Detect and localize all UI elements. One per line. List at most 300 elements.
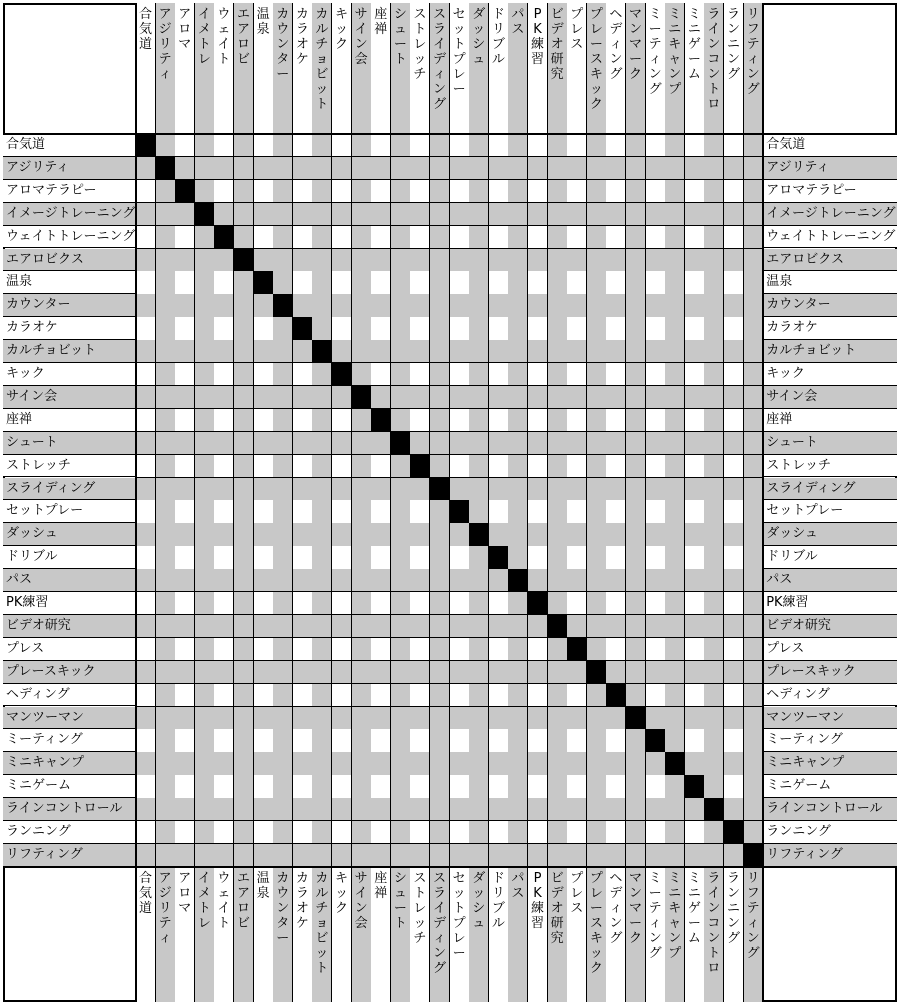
matrix-cell (724, 317, 744, 340)
matrix-cell (548, 432, 568, 455)
diagonal-cell (175, 180, 195, 203)
column-label-bottom (489, 867, 509, 1002)
column-label-text: マ ン マ ー ク (629, 870, 643, 946)
matrix-cell (646, 203, 666, 226)
matrix-cell (195, 569, 215, 592)
matrix-cell (704, 546, 724, 569)
matrix-cell (214, 500, 234, 523)
matrix-cell (489, 500, 509, 523)
column-label-top (665, 3, 685, 134)
column-label-text: サ イ ン 会 (354, 870, 368, 931)
column-label-bottom (136, 867, 156, 1002)
matrix-cell (430, 844, 450, 867)
diagonal-cell (391, 432, 411, 455)
matrix-cell (724, 294, 744, 317)
matrix-cell (410, 294, 430, 317)
matrix-cell (195, 226, 215, 249)
matrix-cell (352, 180, 372, 203)
matrix-cell (548, 775, 568, 798)
matrix-cell (704, 615, 724, 638)
matrix-cell (156, 592, 176, 615)
matrix-cell (430, 592, 450, 615)
column-label-text: カ ウ ン タ ー (276, 7, 290, 82)
matrix-cell (273, 684, 293, 707)
matrix-cell (430, 249, 450, 272)
row-label-left: パス (3, 569, 136, 592)
matrix-cell (744, 615, 764, 638)
matrix-cell (528, 340, 548, 363)
column-label-top (744, 3, 764, 134)
matrix-cell (214, 752, 234, 775)
matrix-cell (744, 707, 764, 730)
column-label-top (273, 3, 293, 134)
matrix-cell (391, 134, 411, 157)
matrix-cell (587, 500, 607, 523)
diagonal-cell (567, 638, 587, 661)
matrix-cell (724, 271, 744, 294)
matrix-cell (548, 500, 568, 523)
matrix-cell (646, 500, 666, 523)
matrix-cell (332, 707, 352, 730)
matrix-cell (646, 798, 666, 821)
matrix-cell (391, 363, 411, 386)
matrix-cell (606, 271, 626, 294)
column-label-text: ミ ニ キ ャ ン プ (668, 870, 682, 961)
matrix-cell (665, 798, 685, 821)
matrix-cell (430, 409, 450, 432)
row-label-left: PK練習 (3, 592, 136, 615)
matrix-cell (254, 226, 274, 249)
matrix-cell (352, 157, 372, 180)
matrix-cell (587, 523, 607, 546)
matrix-cell (273, 180, 293, 203)
matrix-cell (410, 684, 430, 707)
column-label-top (195, 3, 215, 134)
matrix-cell (371, 615, 391, 638)
matrix-cell (704, 478, 724, 501)
matrix-cell (587, 134, 607, 157)
row-label-right: アロマテラピー (763, 180, 897, 203)
matrix-cell (332, 844, 352, 867)
matrix-cell (234, 661, 254, 684)
matrix-cell (606, 615, 626, 638)
column-label-text: マ ン マ ー ク (629, 7, 643, 82)
row-label-right: リフティング (763, 844, 897, 867)
matrix-cell (136, 180, 156, 203)
matrix-cell (450, 478, 470, 501)
matrix-cell (548, 226, 568, 249)
matrix-cell (665, 638, 685, 661)
matrix-cell (646, 249, 666, 272)
column-label-bottom (332, 867, 352, 1002)
matrix-cell (469, 249, 489, 272)
matrix-cell (175, 455, 195, 478)
matrix-cell (508, 455, 528, 478)
matrix-cell (371, 661, 391, 684)
matrix-cell (175, 615, 195, 638)
matrix-cell (704, 500, 724, 523)
matrix-cell (704, 844, 724, 867)
matrix-cell (312, 752, 332, 775)
column-label-text: ス ト レ ッ チ (413, 7, 427, 82)
diagonal-cell (312, 340, 332, 363)
matrix-cell (352, 500, 372, 523)
matrix-cell (293, 340, 313, 363)
matrix-cell (508, 500, 528, 523)
matrix-cell (567, 478, 587, 501)
matrix-cell (391, 569, 411, 592)
matrix-cell (744, 752, 764, 775)
matrix-cell (273, 478, 293, 501)
matrix-cell (293, 752, 313, 775)
matrix-cell (175, 363, 195, 386)
matrix-cell (626, 569, 646, 592)
matrix-cell (450, 752, 470, 775)
column-label-text: キ ッ ク (335, 870, 349, 916)
matrix-cell (724, 523, 744, 546)
matrix-cell (410, 134, 430, 157)
matrix-cell (371, 592, 391, 615)
column-label-bottom (312, 867, 332, 1002)
matrix-cell (234, 546, 254, 569)
matrix-cell (391, 203, 411, 226)
matrix-cell (685, 844, 705, 867)
matrix-cell (175, 134, 195, 157)
matrix-cell (528, 409, 548, 432)
matrix-cell (332, 592, 352, 615)
matrix-cell (450, 363, 470, 386)
matrix-cell (234, 317, 254, 340)
matrix-cell (450, 271, 470, 294)
matrix-cell (273, 752, 293, 775)
matrix-cell (430, 317, 450, 340)
matrix-cell (156, 546, 176, 569)
matrix-cell (528, 775, 548, 798)
matrix-cell (391, 157, 411, 180)
matrix-cell (410, 271, 430, 294)
matrix-cell (704, 203, 724, 226)
matrix-cell (489, 317, 509, 340)
column-label-text: カ ラ オ ケ (295, 7, 309, 67)
matrix-cell (665, 775, 685, 798)
matrix-cell (646, 615, 666, 638)
column-label-bottom (665, 867, 685, 1002)
matrix-cell (391, 455, 411, 478)
matrix-cell (156, 707, 176, 730)
row-label-right: ミニゲーム (763, 775, 897, 798)
matrix-cell (548, 157, 568, 180)
column-label-text: ビ デ オ 研 究 (550, 7, 564, 82)
matrix-cell (724, 844, 744, 867)
matrix-cell (371, 226, 391, 249)
matrix-cell (744, 317, 764, 340)
matrix-cell (430, 729, 450, 752)
matrix-cell (273, 844, 293, 867)
column-label-text: ア ロ マ (178, 870, 192, 916)
matrix-cell (254, 409, 274, 432)
matrix-cell (234, 638, 254, 661)
matrix-cell (156, 294, 176, 317)
matrix-cell (293, 271, 313, 294)
matrix-cell (254, 363, 274, 386)
matrix-cell (587, 821, 607, 844)
matrix-cell (273, 386, 293, 409)
matrix-cell (312, 523, 332, 546)
matrix-cell (665, 500, 685, 523)
matrix-cell (371, 340, 391, 363)
matrix-cell (528, 134, 548, 157)
matrix-cell (469, 203, 489, 226)
matrix-cell (626, 523, 646, 546)
matrix-cell (646, 478, 666, 501)
matrix-cell (724, 638, 744, 661)
matrix-cell (704, 157, 724, 180)
row-label-left: マンツーマン (3, 707, 136, 730)
matrix-cell (234, 432, 254, 455)
matrix-cell (371, 546, 391, 569)
matrix-cell (273, 592, 293, 615)
matrix-cell (136, 294, 156, 317)
matrix-cell (136, 707, 156, 730)
matrix-cell (312, 294, 332, 317)
matrix-cell (214, 684, 234, 707)
matrix-cell (430, 752, 450, 775)
matrix-cell (430, 638, 450, 661)
matrix-cell (704, 249, 724, 272)
matrix-cell (352, 638, 372, 661)
matrix-cell (214, 203, 234, 226)
matrix-cell (567, 249, 587, 272)
column-label-text: 座 禅 (374, 7, 388, 37)
matrix-cell (254, 180, 274, 203)
matrix-cell (724, 707, 744, 730)
matrix-cell (744, 798, 764, 821)
matrix-cell (352, 592, 372, 615)
matrix-cell (528, 684, 548, 707)
matrix-cell (234, 409, 254, 432)
matrix-cell (410, 409, 430, 432)
row-label-left: ドリブル (3, 546, 136, 569)
row-label-left: プレス (3, 638, 136, 661)
matrix-cell (410, 752, 430, 775)
matrix-cell (391, 271, 411, 294)
matrix-cell (450, 844, 470, 867)
matrix-cell (724, 386, 744, 409)
matrix-cell (744, 638, 764, 661)
matrix-cell (312, 478, 332, 501)
row-label-left: ヘディング (3, 684, 136, 707)
matrix-cell (430, 134, 450, 157)
matrix-cell (156, 271, 176, 294)
matrix-cell (704, 661, 724, 684)
matrix-cell (312, 134, 332, 157)
matrix-cell (646, 386, 666, 409)
matrix-cell (450, 798, 470, 821)
matrix-cell (410, 844, 430, 867)
matrix-cell (293, 638, 313, 661)
matrix-cell (567, 432, 587, 455)
matrix-cell (293, 455, 313, 478)
matrix-cell (352, 707, 372, 730)
matrix-cell (234, 752, 254, 775)
matrix-cell (606, 729, 626, 752)
matrix-cell (332, 798, 352, 821)
matrix-cell (136, 523, 156, 546)
row-label-right: マンツーマン (763, 707, 897, 730)
matrix-cell (371, 569, 391, 592)
matrix-cell (646, 546, 666, 569)
matrix-cell (430, 684, 450, 707)
matrix-cell (136, 775, 156, 798)
matrix-cell (646, 684, 666, 707)
matrix-cell (704, 707, 724, 730)
matrix-cell (312, 409, 332, 432)
matrix-cell (214, 615, 234, 638)
matrix-cell (528, 455, 548, 478)
matrix-cell (352, 226, 372, 249)
matrix-cell (548, 409, 568, 432)
column-label-text: ア ジ リ テ ィ (158, 870, 172, 946)
matrix-cell (567, 592, 587, 615)
matrix-cell (528, 180, 548, 203)
matrix-cell (391, 798, 411, 821)
matrix-cell (606, 340, 626, 363)
matrix-cell (254, 592, 274, 615)
row-label-right: ビデオ研究 (763, 615, 897, 638)
matrix-cell (136, 546, 156, 569)
matrix-cell (685, 821, 705, 844)
diagonal-cell (587, 661, 607, 684)
matrix-cell (744, 386, 764, 409)
row-label-left: 温泉 (3, 271, 136, 294)
column-label-text: 温 泉 (256, 870, 270, 901)
matrix-cell (567, 134, 587, 157)
matrix-cell (175, 340, 195, 363)
matrix-cell (548, 684, 568, 707)
matrix-cell (156, 775, 176, 798)
matrix-cell (626, 592, 646, 615)
matrix-cell (528, 707, 548, 730)
matrix-cell (195, 638, 215, 661)
column-label-text: ビ デ オ 研 究 (550, 870, 564, 946)
matrix-cell (587, 203, 607, 226)
matrix-cell (528, 386, 548, 409)
matrix-cell (136, 432, 156, 455)
matrix-cell (567, 340, 587, 363)
matrix-cell (312, 798, 332, 821)
matrix-cell (606, 775, 626, 798)
matrix-cell (391, 638, 411, 661)
matrix-cell (293, 386, 313, 409)
matrix-cell (685, 478, 705, 501)
matrix-cell (704, 638, 724, 661)
diagonal-cell (410, 455, 430, 478)
column-label-text: エ ア ロ ビ (237, 870, 251, 931)
matrix-cell (254, 478, 274, 501)
matrix-cell (665, 478, 685, 501)
matrix-cell (254, 249, 274, 272)
matrix-cell (293, 821, 313, 844)
matrix-cell (156, 798, 176, 821)
matrix-cell (489, 592, 509, 615)
matrix-cell (508, 546, 528, 569)
matrix-cell (508, 707, 528, 730)
matrix-cell (214, 409, 234, 432)
matrix-cell (626, 271, 646, 294)
matrix-cell (214, 798, 234, 821)
matrix-cell (175, 592, 195, 615)
matrix-cell (273, 615, 293, 638)
matrix-cell (724, 661, 744, 684)
matrix-cell (352, 661, 372, 684)
matrix-cell (450, 523, 470, 546)
matrix-cell (704, 294, 724, 317)
matrix-cell (685, 203, 705, 226)
matrix-cell (548, 707, 568, 730)
diagonal-cell (744, 844, 764, 867)
matrix-cell (665, 203, 685, 226)
matrix-cell (371, 684, 391, 707)
column-label-bottom (410, 867, 430, 1002)
matrix-cell (293, 500, 313, 523)
matrix-cell (450, 684, 470, 707)
matrix-cell (136, 386, 156, 409)
matrix-cell (293, 203, 313, 226)
matrix-cell (528, 661, 548, 684)
matrix-cell (685, 271, 705, 294)
matrix-cell (410, 317, 430, 340)
matrix-cell (175, 844, 195, 867)
matrix-cell (646, 707, 666, 730)
matrix-cell (528, 569, 548, 592)
matrix-cell (234, 340, 254, 363)
matrix-cell (704, 523, 724, 546)
row-label-right: ストレッチ (763, 455, 897, 478)
matrix-cell (469, 134, 489, 157)
matrix-cell (685, 134, 705, 157)
matrix-cell (744, 592, 764, 615)
matrix-cell (410, 661, 430, 684)
matrix-cell (489, 752, 509, 775)
matrix-cell (704, 226, 724, 249)
matrix-cell (704, 569, 724, 592)
column-label-bottom (175, 867, 195, 1002)
matrix-cell (195, 363, 215, 386)
matrix-cell (606, 500, 626, 523)
matrix-cell (430, 798, 450, 821)
matrix-cell (626, 386, 646, 409)
diagonal-cell (606, 684, 626, 707)
matrix-cell (567, 661, 587, 684)
matrix-cell (332, 500, 352, 523)
matrix-cell (724, 546, 744, 569)
column-label-text: ミ ニ ゲ ー ム (687, 7, 701, 82)
matrix-cell (606, 432, 626, 455)
matrix-cell (352, 569, 372, 592)
matrix-cell (136, 684, 156, 707)
column-label-text: カ ラ オ ケ (295, 870, 309, 931)
row-label-left: プレースキック (3, 661, 136, 684)
matrix-cell (254, 615, 274, 638)
matrix-cell (234, 844, 254, 867)
matrix-cell (508, 523, 528, 546)
matrix-cell (312, 363, 332, 386)
matrix-cell (469, 546, 489, 569)
matrix-cell (430, 775, 450, 798)
matrix-cell (626, 432, 646, 455)
matrix-cell (195, 157, 215, 180)
matrix-cell (195, 478, 215, 501)
